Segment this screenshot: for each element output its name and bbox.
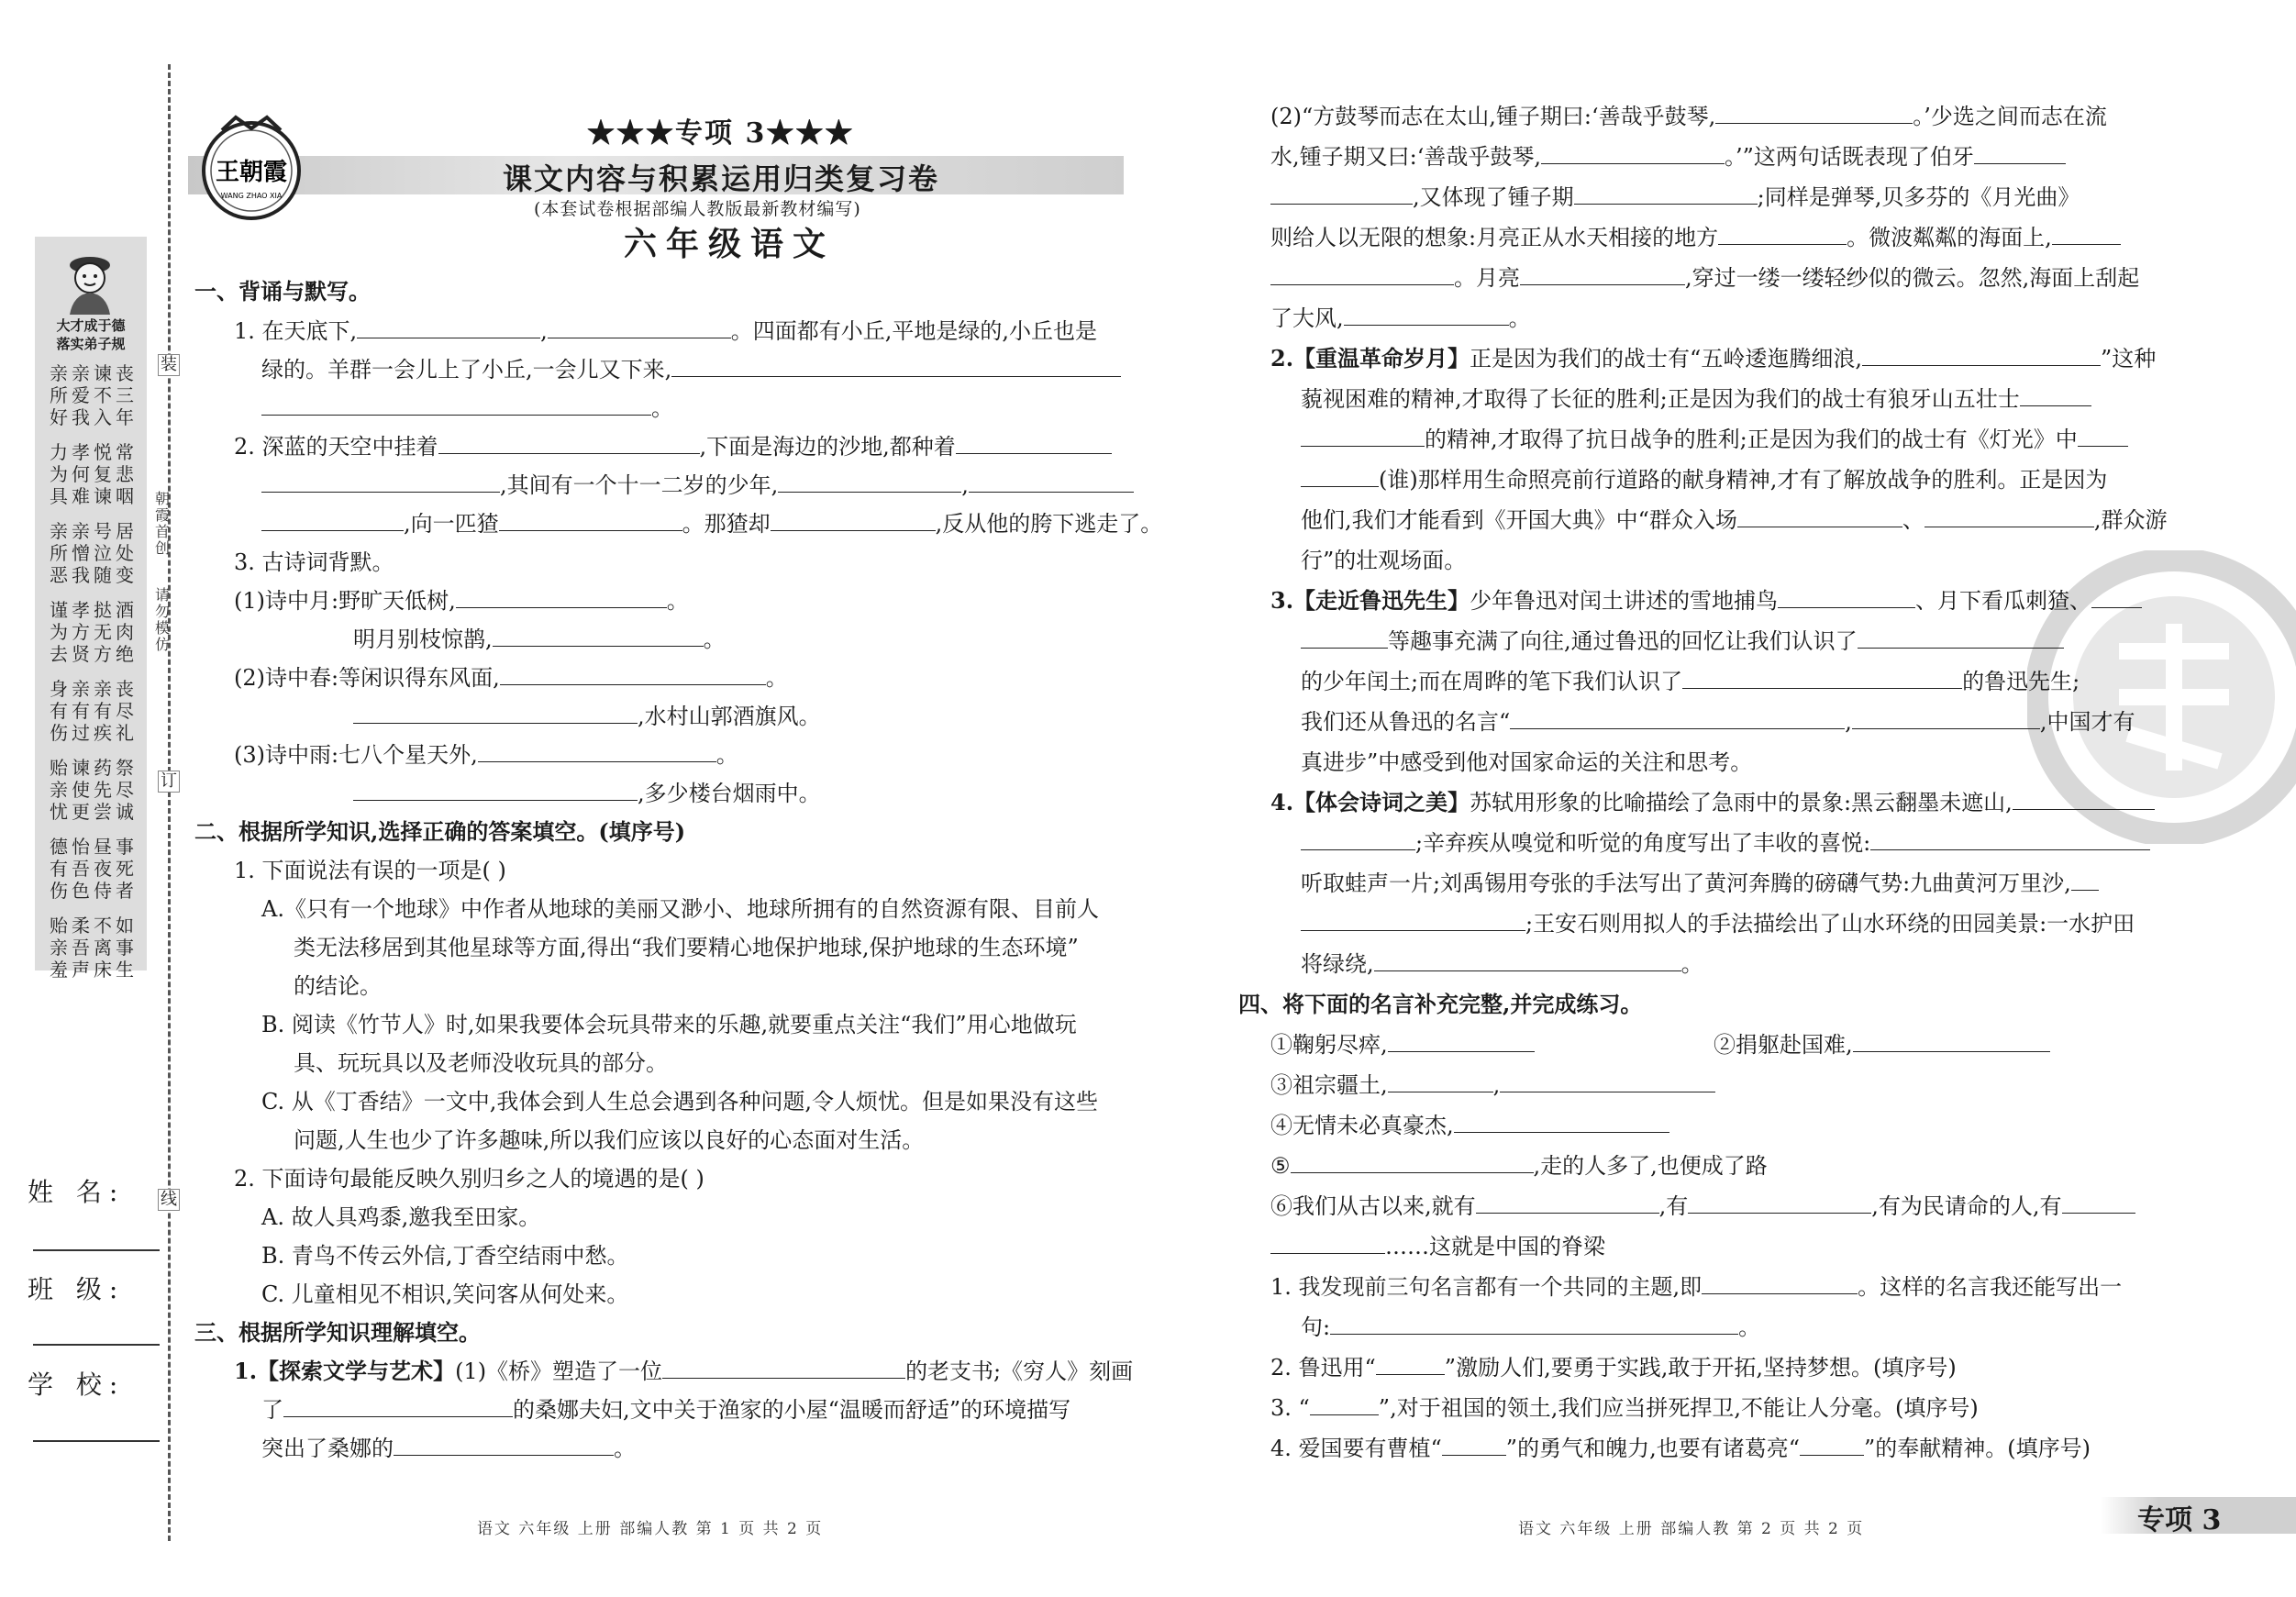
answer-blank[interactable] — [1344, 305, 1509, 326]
r1-text-e: ,又体现了锺子期 — [1413, 184, 1574, 210]
answer-blank[interactable] — [1924, 506, 2094, 527]
answer-blank[interactable] — [1500, 1071, 1715, 1092]
q3-3-text-b: 。 — [715, 742, 738, 768]
answer-blank[interactable] — [1301, 426, 1425, 447]
verse-column: 贻亲羞 — [50, 915, 68, 981]
answer-blank[interactable] — [1853, 1031, 2050, 1052]
answer-blank[interactable] — [1862, 345, 2101, 366]
r1-text-k: 了大风, — [1270, 305, 1344, 331]
r2-line-1 — [1270, 345, 2156, 372]
r3-line-1 — [1270, 587, 2142, 615]
verse-group — [42, 678, 141, 744]
answer-blank[interactable] — [478, 741, 716, 762]
verse-column: 常悲咽 — [116, 441, 134, 507]
answer-blank[interactable] — [261, 471, 500, 493]
q2-text-c: ,其间有一个十一二岁的少年, — [500, 472, 779, 498]
poem-rain-line-1 — [234, 741, 738, 769]
maxim-6-text-c: ,有为民请命的人,有 — [1871, 1193, 2062, 1219]
verse-column: 药先尝 — [94, 757, 112, 823]
fold-label-ding: 订 — [158, 771, 180, 793]
r2-text-g: 、 — [1902, 507, 1924, 533]
r2-topic-tag: 2.【重温革命岁月】 — [1270, 345, 1470, 372]
answer-blank[interactable] — [261, 394, 651, 416]
answer-blank[interactable] — [1682, 668, 1962, 689]
answer-blank[interactable] — [1301, 829, 1415, 850]
r1-line-3 — [1270, 183, 2080, 211]
s2-q2-option-c[interactable]: C. 儿童相见不相识,笑问客从何处来。 — [261, 1281, 629, 1307]
exercise-1-line-2 — [1301, 1314, 1760, 1341]
maxim-6-line-2 — [1270, 1233, 1605, 1260]
q3-1-text-d: 。 — [703, 627, 726, 652]
answer-blank[interactable] — [1376, 1354, 1445, 1375]
r4-text-d: ;王安石则用拟人的手法描绘出了山水环绕的田园美景:一水护田 — [1525, 911, 2135, 937]
r3-text-h: ,中国才有 — [2039, 709, 2135, 735]
verse-column: 丧尽礼 — [116, 678, 134, 744]
s2-q2-option-b[interactable]: B. 青鸟不传云外信,丁香空结雨中愁。 — [261, 1243, 629, 1269]
verse-column: 昼夜侍 — [94, 836, 112, 902]
verse-group — [42, 520, 141, 586]
answer-blank[interactable] — [2078, 426, 2128, 447]
verse-column: 亲所好 — [50, 362, 68, 428]
exercise-1-text-a: 1. 我发现前三句名言都有一个共同的主题,即 — [1270, 1274, 1703, 1300]
exercise-2-text-a: 2. 鲁迅用“ — [1270, 1355, 1376, 1381]
poem-spring-line-1 — [234, 664, 788, 692]
exercise-2-text-b: ”激励人们,要勇于实践,敢于开拓,坚持梦想。(填序号) — [1444, 1355, 1957, 1381]
answer-blank[interactable] — [1778, 587, 1915, 608]
maxim-1-text: ①鞠躬尽瘁, — [1270, 1032, 1388, 1058]
answer-blank[interactable] — [1718, 224, 1847, 245]
verse-column: 如事生 — [116, 915, 134, 981]
q3-2-text-a: (2)诗中春:等闲识得东风面, — [234, 665, 500, 691]
name-label: 姓 名: — [28, 1177, 126, 1207]
verse-column: 谨为去 — [50, 599, 68, 665]
answer-blank[interactable] — [493, 626, 704, 647]
answer-blank[interactable] — [1388, 1031, 1535, 1052]
poem-moon-line-2 — [353, 626, 726, 653]
r3-text-e: 的鲁迅先生; — [1962, 669, 2080, 694]
verse-column: 柔吾声 — [72, 915, 90, 981]
s3-q1-text-c: 了 — [261, 1397, 283, 1423]
answer-blank[interactable] — [548, 317, 731, 338]
r2-line-6: 行”的壮观场面。 — [1301, 548, 1467, 573]
r3-line-3 — [1301, 668, 2080, 695]
answer-blank[interactable] — [662, 1358, 905, 1379]
answer-blank[interactable] — [1715, 103, 1913, 124]
answer-blank[interactable] — [1310, 1394, 1379, 1415]
answer-blank[interactable] — [353, 780, 638, 801]
school-label: 学 校: — [28, 1370, 126, 1400]
answer-blank[interactable] — [1301, 910, 1525, 931]
r3-text-c: 等趣事充满了向往,通过鲁迅的回忆让我们认识了 — [1388, 628, 1858, 654]
s2-q1-option-a-line-1[interactable]: A.《只有一个地球》中作者从地球的美丽又渺小、地球所拥有的自然资源有限、目前人 — [261, 896, 1099, 922]
r3-text-g: , — [1845, 709, 1852, 735]
series-title: ★★★专项 3★★★ — [587, 117, 855, 150]
r1-text-f: ;同样是弹琴,贝多芬的《月光曲》 — [1757, 184, 2080, 210]
answer-blank[interactable] — [261, 510, 404, 531]
maxim-6-text-b: ,有 — [1658, 1193, 1689, 1219]
maxim-5 — [1270, 1152, 1768, 1180]
fold-label-zhuang: 装 — [158, 354, 180, 376]
q1-text-c: 。四面都有小丘,平地是绿的,小丘也是 — [730, 318, 1098, 344]
s3-question-1-line-3 — [261, 1435, 636, 1462]
verse-group — [42, 362, 141, 428]
s3-q1-topic-tag: 1.【探索文学与艺术】 — [234, 1358, 456, 1384]
verse-column: 亲所恶 — [50, 520, 68, 586]
scholar-avatar-icon — [44, 243, 136, 316]
answer-blank[interactable] — [1270, 264, 1454, 285]
q2-text-f: 。那猹却 — [682, 511, 771, 537]
q3-1-text-c: 明月别枝惊鹊, — [353, 627, 493, 652]
r4-line-5 — [1301, 950, 1703, 978]
verse-group — [42, 757, 141, 823]
r1-line-5 — [1270, 264, 2139, 292]
vertical-note-2: 请勿模仿 — [154, 586, 170, 653]
answer-blank[interactable] — [438, 433, 700, 454]
sidebar-motto — [37, 316, 145, 353]
question-1-line-1 — [234, 317, 1097, 345]
maxim-1 — [1270, 1031, 1535, 1059]
question-2-line-2 — [261, 471, 1134, 499]
r2-text-e: (谁)那样用生命照亮前行道路的献身精神,才有了解放战争的胜利。正是因为 — [1379, 467, 2108, 493]
s2-question-1[interactable]: 1. 下面说法有误的一项是( ) — [234, 858, 506, 883]
s3-question-1-line-2 — [261, 1396, 1070, 1424]
s2-q1-option-c-line-2: 问题,人生也少了许多趣味,所以我们应该以良好的心态面对生活。 — [294, 1127, 925, 1153]
r4-text-f: 。 — [1680, 951, 1703, 977]
question-1-line-2 — [261, 356, 1121, 383]
answer-blank[interactable] — [1270, 1233, 1385, 1254]
answer-blank[interactable] — [1870, 829, 2150, 850]
verse-column: 酒肉绝 — [116, 599, 134, 665]
maxim-3 — [1270, 1071, 1715, 1099]
r2-text-h: ,群众游 — [2093, 507, 2168, 533]
answer-blank[interactable] — [1374, 950, 1681, 971]
answer-blank[interactable] — [1541, 143, 1725, 164]
r3-line-2 — [1301, 627, 2064, 655]
verse-column: 亲憎我 — [72, 520, 90, 586]
answer-blank[interactable] — [956, 433, 1112, 454]
maxim-4-text: ④无情未必真豪杰, — [1270, 1113, 1454, 1138]
motto-line-1: 大才成于德 — [56, 317, 126, 334]
school-field[interactable] — [33, 1440, 160, 1442]
section-4-title: 四、将下面的名言补充完整,并完成练习。 — [1238, 991, 1643, 1017]
s2-q2-option-a[interactable]: A. 故人具鸡黍,邀我至田家。 — [261, 1204, 541, 1230]
verse-column: 力为具 — [50, 441, 68, 507]
maxim-5-text: ,走的人多了,也便成了路 — [1533, 1153, 1768, 1179]
r4-text-c: 听取蛙声一片;刘禹锡用夸张的手法写出了黄河奔腾的磅礴气势:九曲黄河万里沙, — [1301, 871, 2071, 896]
maxim-2-text: ②捐躯赴国难, — [1714, 1032, 1853, 1058]
r1-text-g: 则给人以无限的想象:月亮正从水天相接的地方 — [1270, 225, 1719, 250]
exercise-3-text-a: 3. “ — [1270, 1395, 1310, 1421]
r1-text-a: (2)“方鼓琴而志在太山,锺子期曰:‘善哉乎鼓琴, — [1270, 104, 1716, 129]
r4-topic-tag: 4.【体会诗词之美】 — [1270, 789, 1470, 815]
verse-group — [42, 915, 141, 981]
answer-blank[interactable] — [1510, 708, 1845, 729]
fold-label-xian: 线 — [158, 1189, 180, 1211]
binding-strip — [0, 0, 183, 1597]
s3-q1-text-f: 。 — [614, 1436, 636, 1461]
q1-text-d: 绿的。羊群一会儿上了小丘,一会儿又下来, — [261, 357, 672, 383]
verse-group — [42, 441, 141, 507]
verse-column: 悦复谏 — [94, 441, 112, 507]
maxim-2 — [1714, 1031, 2050, 1059]
maxim-3-comma: , — [1492, 1072, 1501, 1098]
r3-topic-tag: 3.【走近鲁迅先生】 — [1270, 587, 1470, 614]
r2-text-a: 正是因为我们的战士有“五岭逶迤腾细浪, — [1470, 346, 1862, 372]
answer-blank[interactable] — [456, 587, 667, 608]
answer-blank[interactable] — [2013, 789, 2155, 810]
verse-column: 身有伤 — [50, 678, 68, 744]
page-2-footer: 语文 六年级 上册 部编人教 第 2 页 共 2 页 — [1518, 1520, 1865, 1538]
answer-blank[interactable] — [1737, 506, 1902, 527]
answer-blank[interactable] — [1330, 1314, 1738, 1335]
r3-line-4 — [1301, 708, 2135, 736]
verse-column: 孝何难 — [72, 441, 90, 507]
r1-text-l: 。 — [1508, 305, 1531, 331]
answer-blank[interactable] — [1476, 1192, 1659, 1214]
q1-text-e: 。 — [651, 395, 673, 421]
class-field[interactable] — [33, 1344, 160, 1346]
poem-moon-line-1 — [234, 587, 689, 615]
r1-line-4 — [1270, 224, 2121, 251]
verse-column: 德有伤 — [50, 836, 68, 902]
answer-blank[interactable] — [1800, 1435, 1864, 1456]
answer-blank[interactable] — [1520, 264, 1685, 285]
answer-blank[interactable] — [1858, 627, 2064, 649]
question-1-line-3 — [261, 394, 673, 422]
verse-column: 号泣随 — [94, 520, 112, 586]
answer-blank[interactable] — [1442, 1435, 1506, 1456]
verse-group — [42, 599, 141, 665]
answer-blank[interactable] — [1574, 183, 1758, 205]
s2-q1-option-c-line-1[interactable]: C. 从《丁香结》一文中,我体会到人生总会遇到各种问题,令人烦忧。但是如果没有这些 — [261, 1089, 1099, 1115]
r2-line-3 — [1301, 426, 2128, 453]
q3-2-text-b: 。 — [765, 665, 788, 691]
answer-blank[interactable] — [2071, 870, 2099, 891]
answer-blank[interactable] — [1301, 627, 1388, 649]
binding-dashed-line — [168, 64, 171, 1541]
r1-text-b: 。’少选之间而志在流 — [1913, 104, 2107, 129]
s3-q1-text-d: 的桑娜夫妇,文中关于渔家的小屋“温暖而舒适”的环境描写 — [513, 1397, 1071, 1423]
maxim-5-num: ⑤ — [1270, 1153, 1291, 1179]
verse-column: 亲爱我 — [72, 362, 90, 428]
maxim-4 — [1270, 1112, 1669, 1139]
question-2-line-3 — [261, 510, 1162, 538]
r4-text-a: 苏轼用形象的比喻描绘了急雨中的景象:黑云翻墨未遮山, — [1470, 790, 2013, 815]
r3-line-5: 真进步”中感受到他对国家命运的关注和思考。 — [1301, 749, 1753, 775]
exercise-2 — [1270, 1354, 1957, 1381]
s2-q1-option-b-line-2: 具、玩玩具以及老师没收玩具的部分。 — [294, 1050, 668, 1076]
s3-question-1-line-1 — [234, 1358, 1133, 1385]
answer-blank[interactable] — [2091, 587, 2142, 608]
answer-blank[interactable] — [2052, 224, 2121, 245]
r1-text-d: 。’”这两句话既表现了伯牙 — [1724, 144, 1974, 170]
name-field[interactable] — [33, 1249, 160, 1251]
question-2-line-1 — [234, 433, 1112, 460]
r4-line-3 — [1301, 870, 2099, 897]
r2-line-5 — [1301, 506, 2168, 534]
page-title: 课文内容与积累运用归类复习卷 — [503, 161, 940, 196]
motto-line-2: 落实弟子规 — [56, 336, 126, 352]
answer-blank[interactable] — [1852, 708, 2040, 729]
verse-column: 祭尽诚 — [116, 757, 134, 823]
answer-blank[interactable] — [1388, 1071, 1493, 1092]
dizigui-verses — [42, 362, 141, 993]
r4-line-4 — [1301, 910, 2135, 937]
r2-text-c: 藐视困难的精神,才取得了长征的胜利;正是因为我们的战士有狼牙山五壮士 — [1301, 386, 2020, 412]
grade-subject: 六年级语文 — [624, 225, 836, 263]
s3-q1-text-e: 突出了桑娜的 — [261, 1436, 394, 1461]
section-1-title: 一、背诵与默写。 — [194, 278, 371, 305]
answer-blank[interactable] — [353, 703, 638, 724]
section-3-title: 三、根据所学知识理解填空。 — [194, 1319, 481, 1346]
answer-blank[interactable] — [778, 471, 961, 493]
maxim-6-text-a: ⑥我们从古以来,就有 — [1270, 1193, 1476, 1219]
maxim-6-text-d: ……这就是中国的脊梁 — [1385, 1234, 1605, 1259]
exercise-3 — [1270, 1394, 1979, 1422]
verse-group — [42, 836, 141, 902]
class-label: 班 级: — [28, 1274, 126, 1304]
answer-blank[interactable] — [1291, 1152, 1534, 1173]
exercise-3-text-b: ”,对于祖国的领土,我们应当拼死捍卫,不能让人分毫。(填序号) — [1378, 1395, 1979, 1421]
r1-line-1 — [1270, 103, 2107, 130]
answer-blank[interactable] — [969, 471, 1134, 493]
brand-logo — [194, 110, 309, 225]
answer-blank[interactable] — [1688, 1192, 1871, 1214]
s2-q1-option-b-line-1[interactable]: B. 阅读《竹节人》时,如果我要体会玩具带来的乐趣,就要重点关注“我们”用心地做玩 — [261, 1012, 1077, 1037]
q2-text-b: ,下面是海边的沙地,都种着 — [699, 434, 956, 460]
corner-section-label: 专项 3 — [2137, 1504, 2222, 1536]
verse-column: 孝方贤 — [72, 599, 90, 665]
r4-line-1 — [1270, 789, 2155, 816]
answer-blank[interactable] — [1974, 143, 2066, 164]
exercise-4-text-c: ”的奉献精神。(填序号) — [1863, 1436, 2091, 1461]
q3-3-text-a: (3)诗中雨:七八个星天外, — [234, 742, 478, 768]
q1-text-b: , — [540, 318, 548, 344]
s2-q1-option-a-line-2: 类无法移居到其他星球等方面,得出“我们要精心地保护地球,保护地球的生态环境” — [294, 935, 1079, 960]
r2-text-d: 的精神,才取得了抗日战争的胜利;正是因为我们的战士有《灯光》中 — [1425, 427, 2078, 452]
r2-text-f: 他们,我们才能看到《开国大典》中“群众入场 — [1301, 507, 1737, 533]
s2-q1-option-a-line-3: 的结论。 — [294, 973, 382, 999]
q3-3-text-c: ,多少楼台烟雨中。 — [638, 781, 821, 806]
s2-question-2[interactable]: 2. 下面诗句最能反映久别归乡之人的境遇的是( ) — [234, 1166, 704, 1192]
answer-blank[interactable] — [1454, 1112, 1669, 1133]
page-1-footer: 语文 六年级 上册 部编人教 第 1 页 共 2 页 — [477, 1520, 824, 1538]
r2-line-4 — [1301, 466, 2107, 494]
r1-line-6 — [1270, 305, 1531, 332]
answer-blank[interactable] — [1301, 466, 1379, 487]
maxim-3-text: ③祖宗疆土, — [1270, 1072, 1388, 1098]
q2-text-a: 2. 深蓝的天空中挂着 — [234, 434, 438, 460]
exercise-1-text-c: 句: — [1301, 1314, 1331, 1340]
answer-blank[interactable] — [283, 1396, 513, 1417]
r1-text-j: ,穿过一缕一缕轻纱似的微云。忽然,海面上刮起 — [1685, 265, 2140, 291]
maxim-6-line-1 — [1270, 1192, 2135, 1220]
r1-text-i: 。月亮 — [1454, 265, 1520, 291]
r3-text-f: 我们还从鲁迅的名言“ — [1301, 709, 1511, 735]
exercise-1-text-d: 。 — [1738, 1314, 1761, 1340]
answer-blank[interactable] — [357, 317, 540, 338]
answer-blank[interactable] — [1270, 183, 1413, 205]
answer-blank[interactable] — [771, 510, 936, 531]
verse-column: 丧三年 — [116, 362, 134, 428]
answer-blank[interactable] — [394, 1435, 614, 1456]
r3-text-b: 、月下看瓜刺猹、 — [1915, 588, 2092, 614]
s3-q1-text-b: 的老支书;《穷人》刻画 — [905, 1359, 1134, 1384]
r3-text-d: 的少年闰土;而在周晔的笔下我们认识了 — [1301, 669, 1683, 694]
r4-text-b: ;辛弃疾从嗅觉和听觉的角度写出了丰收的喜悦: — [1415, 830, 1871, 856]
answer-blank[interactable] — [2062, 1192, 2135, 1214]
r4-text-e: 将绿绕, — [1301, 951, 1374, 977]
exercise-4-text-a: 4. 爱国要有曹植“ — [1270, 1436, 1442, 1461]
q2-text-e: ,向一匹猹 — [404, 511, 499, 537]
section-2-title: 二、根据所学知识,选择正确的答案填空。(填序号) — [194, 818, 686, 845]
verse-column: 贻亲忧 — [50, 757, 68, 823]
answer-blank[interactable] — [671, 356, 1121, 377]
exercise-1-line-1 — [1270, 1273, 2122, 1301]
poem-spring-line-2 — [353, 703, 821, 730]
verse-column: 谏不入 — [94, 362, 112, 428]
exercise-4 — [1270, 1435, 2091, 1462]
q2-text-g: ,反从他的胯下逃走了。 — [935, 511, 1163, 537]
s3-q1-text-a: (1)《桥》塑造了一位 — [455, 1359, 663, 1384]
vertical-note-1: 朝霞首创 — [154, 490, 170, 557]
verse-column: 谏使更 — [72, 757, 90, 823]
r2-line-2 — [1301, 385, 2091, 413]
answer-blank[interactable] — [1702, 1273, 1858, 1294]
question-3: 3. 古诗词背默。 — [234, 549, 394, 575]
q3-2-text-c: ,水村山郭酒旗风。 — [638, 704, 821, 729]
answer-blank[interactable] — [500, 664, 766, 685]
verse-column: 怡吾色 — [72, 836, 90, 902]
exercise-4-text-b: ”的勇气和魄力,也要有诸葛亮“ — [1505, 1436, 1800, 1461]
q2-text-d: , — [961, 472, 969, 498]
r4-line-2 — [1301, 829, 2150, 857]
verse-column: 不离床 — [94, 915, 112, 981]
logo-text: 王朝霞 — [215, 159, 288, 186]
answer-blank[interactable] — [2020, 385, 2091, 406]
q1-text-a: 1. 在天底下, — [234, 318, 358, 344]
verse-column: 居处变 — [116, 520, 134, 586]
poem-rain-line-2 — [353, 780, 821, 807]
logo-subtext: WANG ZHAO XIA — [220, 192, 283, 200]
answer-blank[interactable] — [499, 510, 682, 531]
verse-column: 亲有过 — [72, 678, 90, 744]
q3-1-text-b: 。 — [666, 588, 689, 614]
verse-column: 事死者 — [116, 836, 134, 902]
page-subtitle: (本套试卷根据部编人教版最新教材编写) — [534, 199, 861, 219]
r2-text-b: ”这种 — [2100, 346, 2157, 372]
exercise-1-text-b: 。这样的名言我还能写出一 — [1858, 1274, 2123, 1300]
r3-text-a: 少年鲁迅对闰土讲述的雪地捕鸟 — [1470, 588, 1779, 614]
r1-text-h: 。微波粼粼的海面上, — [1847, 225, 2052, 250]
r1-line-2 — [1270, 143, 2066, 171]
verse-column: 挞无方 — [94, 599, 112, 665]
verse-column: 亲有疾 — [94, 678, 112, 744]
r1-text-c: 水,锺子期又曰:‘善哉乎鼓琴, — [1270, 144, 1541, 170]
q3-1-text-a: (1)诗中月:野旷天低树, — [234, 588, 456, 614]
